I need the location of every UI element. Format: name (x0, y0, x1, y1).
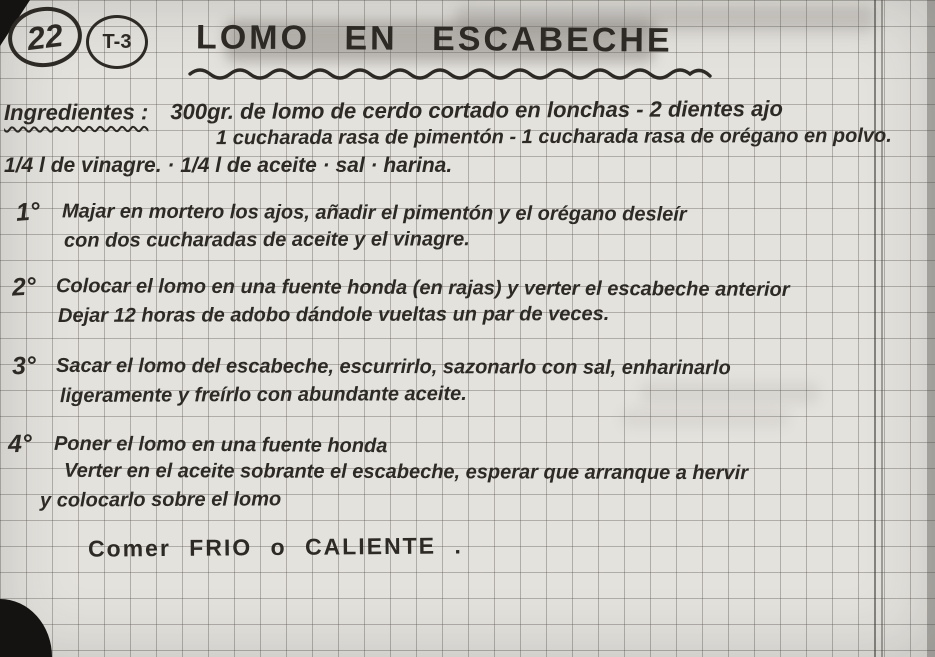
serving-note: Comer FRIO o CALIENTE . (87, 532, 463, 562)
step-1-line-2: con dos cucharadas de aceite y el vinagre. (63, 228, 470, 252)
step-4-number: 4° (7, 429, 33, 459)
step-2-line-1: Colocar el lomo en una fuente honda (en rajas) y verter el escabeche anterior (55, 275, 790, 301)
step-4-line-3: y colocarlo sobre el lomo (39, 488, 282, 512)
step-2-line-2: Dejar 12 horas de adobo dándole vueltas un par de veces. (57, 303, 610, 327)
scan-corner-bottom-left (0, 599, 52, 657)
step-3-line-2: ligeramente y freírlo con abundante aceite. (59, 382, 467, 408)
step-1-line-1: Majar en mortero los ajos, añadir el pimentón y el orégano desleír (61, 200, 687, 226)
ghost-ink-smudge (640, 382, 820, 404)
page-edge-shadow (927, 0, 935, 657)
ingredients-label: Ingredientes : (3, 99, 149, 126)
title-underline-wave (188, 62, 718, 82)
recipe-title: LOMO EN ESCABECHE (195, 18, 673, 60)
ingredients-line-2: 1 cucharada rasa de pimentón - 1 cucharada rasa de orégano en polvo. (215, 124, 892, 150)
ingredients-line-1 (4, 96, 783, 126)
ingredients-line-3: 1/4 l de vinagre. · 1/4 l de aceite · sal · harina. (4, 154, 453, 177)
step-3-number: 3° (11, 351, 37, 381)
tab-badge (86, 15, 148, 69)
step-1-number: 1° (15, 197, 41, 227)
ghost-ink-smudge (620, 408, 790, 428)
ingredients-text-1: 300gr. de lomo de cerdo cortado en lonchas - 2 dientes ajo (170, 95, 783, 125)
step-4-line-2: Verter en el aceite sobrante el escabeche, esperar que arranque a hervir (63, 459, 749, 485)
tab-label: T-3 (102, 30, 132, 53)
margin-line-outer (874, 0, 876, 657)
margin-line-inner (881, 0, 883, 657)
step-2-number: 2° (11, 272, 37, 302)
step-4-line-1: Poner el lomo en una fuente honda (53, 432, 388, 458)
step-3-line-1: Sacar el lomo del escabeche, escurrirlo, sazonarlo con sal, enharinarlo (55, 354, 731, 380)
page-number: 22 (25, 16, 65, 57)
